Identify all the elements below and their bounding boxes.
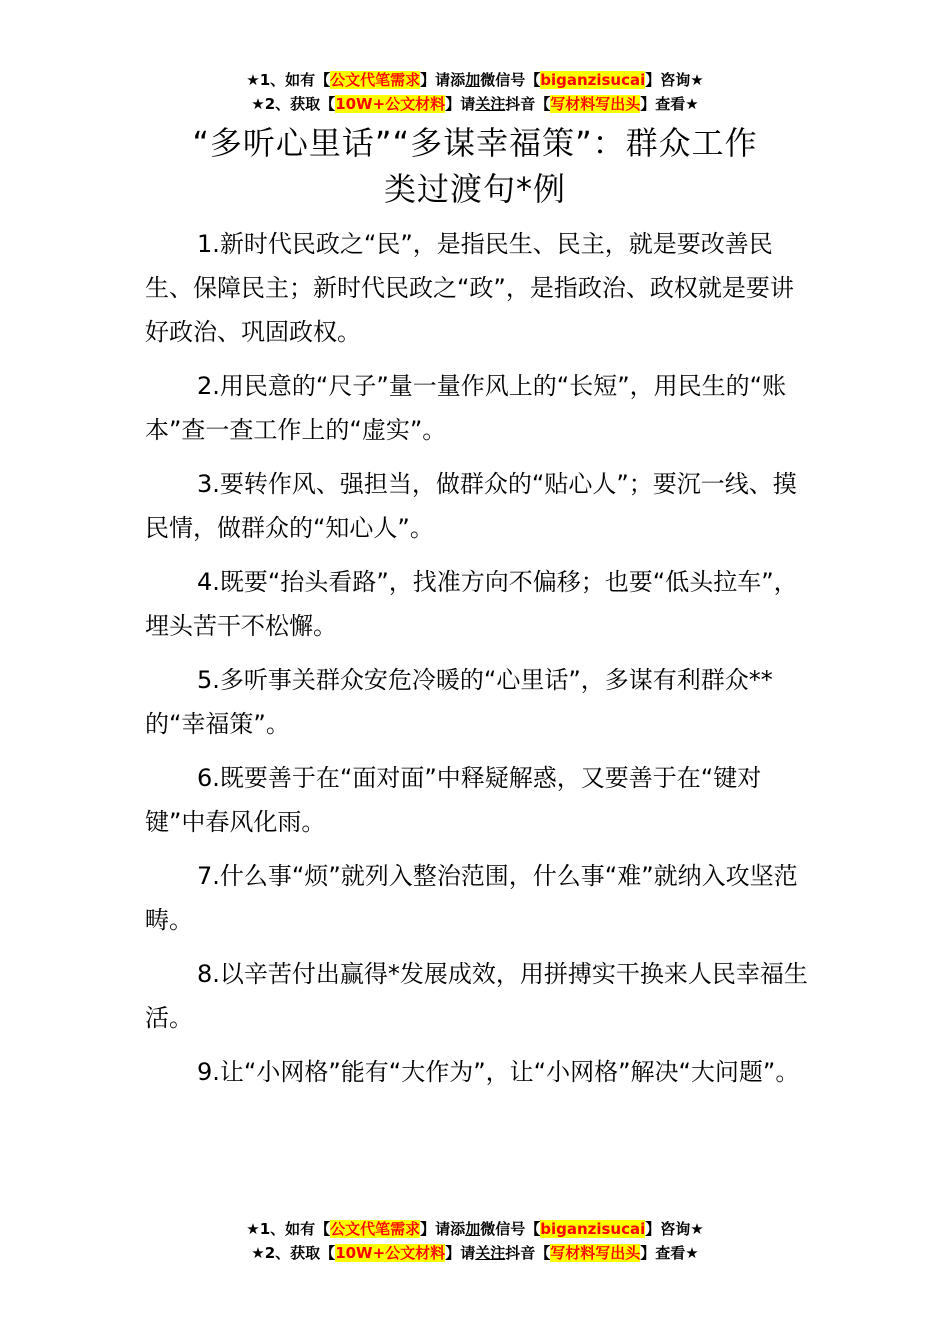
paragraph-6: 6.既要善于在“面对面”中释疑解惑，又要善于在“键对键”中春风化雨。 — [145, 764, 762, 836]
footer-promo-banner — [0, 1217, 950, 1265]
paragraph-2: 2.用民意的“尺子”量一量作风上的“长短”，用民生的“账本”查一查工作上的“虚实”。 — [145, 372, 787, 444]
promo-highlight: 公文代笔需求 — [330, 71, 421, 89]
promo-highlight: 写材料写出头 — [550, 95, 641, 113]
paragraph-4: 4.既要“抬头看路”，找准方向不偏移；也要“低头拉车”，埋头苦干不松懈。 — [145, 568, 798, 640]
promo-text: ★2、获取【 — [251, 1244, 336, 1262]
promo-highlight: 写材料写出头 — [550, 1244, 641, 1262]
promo-text: ★1、如有【 — [246, 71, 331, 89]
promo-text: 】查看★ — [640, 95, 699, 113]
paragraph-3: 3.要转作风、强担当，做群众的“贴心人”；要沉一线、摸民情，做群众的“知心人”。 — [145, 470, 797, 542]
promo-text: 】查看★ — [640, 1244, 699, 1262]
paragraph-1: 1.新时代民政之“民”，是指民生、民主，就是要改善民生、保障民主；新时代民政之“政”，是指政治、政权就是要讲好政治、巩固政权。 — [145, 230, 794, 346]
paragraph-5: 5.多听事关群众安危冷暖的“心里话”，多谋有利群众**的“幸福策”。 — [145, 666, 773, 738]
promo-text: 】咨询★ — [645, 71, 704, 89]
promo-highlight: biganzisucai — [540, 1220, 646, 1238]
promo-line-2 — [0, 1241, 950, 1265]
promo-highlight: 10W+公文材料 — [335, 1244, 446, 1262]
promo-underlined-text: 关注 — [475, 1244, 506, 1262]
paragraph-9: 9.让“小网格”能有“大作为”，让“小网格”解决“大问题”。 — [197, 1058, 800, 1086]
promo-text: 微信号【 — [480, 71, 541, 89]
promo-line-1 — [0, 68, 950, 92]
title-line-1: “多听心里话”“多谋幸福策”：群众工作 — [192, 124, 758, 162]
promo-text: 抖音【 — [505, 95, 551, 113]
promo-underlined-text: 关注 — [475, 95, 506, 113]
header-promo-banner — [0, 68, 950, 116]
paragraph-8: 8.以辛苦付出赢得*发展成效，用拼搏实干换来人民幸福生活。 — [145, 960, 808, 1032]
document-body — [145, 222, 810, 1104]
promo-text: 】咨询★ — [645, 1220, 704, 1238]
document-title — [100, 120, 850, 212]
promo-highlight: 公文代笔需求 — [330, 1220, 421, 1238]
title-line-2: 类过渡句*例 — [383, 170, 566, 208]
promo-text: 抖音【 — [505, 1244, 551, 1262]
promo-underlined-text: 加 — [465, 71, 481, 89]
paragraph-7: 7.什么事“烦”就列入整治范围，什么事“难”就纳入攻坚范畴。 — [145, 862, 798, 934]
promo-text: 】请 — [445, 1244, 476, 1262]
promo-line-1 — [0, 1217, 950, 1241]
promo-highlight: 10W+公文材料 — [335, 95, 446, 113]
promo-line-2 — [0, 92, 950, 116]
promo-text: ★2、获取【 — [251, 95, 336, 113]
promo-text: 】请添 — [420, 1220, 466, 1238]
promo-text: 】请 — [445, 95, 476, 113]
promo-text: ★1、如有【 — [246, 1220, 331, 1238]
promo-text: 】请添 — [420, 71, 466, 89]
promo-highlight: biganzisucai — [540, 71, 646, 89]
promo-underlined-text: 加 — [465, 1220, 481, 1238]
promo-text: 微信号【 — [480, 1220, 541, 1238]
